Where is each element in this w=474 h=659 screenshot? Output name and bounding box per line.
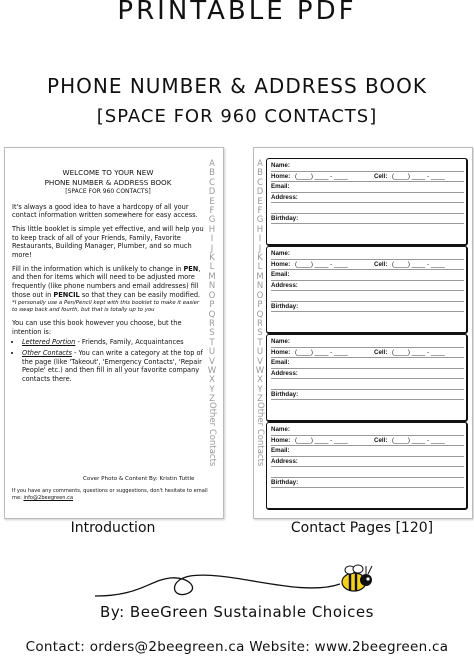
letter-tab: D [208,187,216,198]
name-label: Name: [271,250,290,257]
name-label: Name: [271,426,290,433]
letter-tab: U [256,347,264,358]
letter-tab: G [208,215,216,226]
letter-tab: Y [257,384,263,395]
list-item [22,349,204,384]
address-row[interactable] [271,193,464,204]
intro-paragraph: It's always a good idea to have a hardcopy of all your contact information written somewhere for easy access. [12,202,198,220]
cell-format: (____) ____ - ____ [392,436,445,444]
pen-emphasis: PEN [183,264,199,273]
address-row[interactable] [271,457,464,468]
letter-tab: H [256,224,264,235]
birthday-row[interactable] [271,478,464,489]
letter-tab: I [258,234,262,245]
email-link[interactable]: info@2beegreen.ca [23,494,74,501]
letter-tab: F [209,206,215,217]
email-row[interactable] [271,358,464,369]
letter-tab: H [208,224,216,235]
page-title: PRINTABLE PDF [117,0,357,26]
letter-tab: N [208,281,216,292]
footer-text: If you have any comments, questions or suggestions, don't hesitate to email me: [12,488,208,501]
letter-tab: S [209,328,215,339]
address-label: Address: [271,369,298,377]
photo-credit: Cover Photo & Content By: Kristin Tuttle [83,476,195,482]
name-label: Name: [271,162,290,169]
birthday-row[interactable] [271,390,464,401]
home-format: (____) ____ - ____ [295,348,348,356]
letter-tab: D [256,187,264,198]
bullet-title: Lettered Portion [22,338,76,347]
letter-tab: L [257,262,263,273]
address-row[interactable] [271,369,464,380]
alphabet-index [254,160,266,405]
letter-tab: G [256,215,264,226]
address-label: Address: [271,193,298,201]
introduction-page-preview [4,147,224,519]
letter-tab: B [209,168,215,179]
letter-tab: A [209,159,215,169]
letter-tab: Q [208,309,216,320]
cell-format: (____) ____ - ____ [392,260,445,268]
bee-icon [342,565,372,591]
address-line-2[interactable] [271,203,464,214]
letter-tab: E [257,196,263,207]
letter-tab: V [209,356,215,367]
email-label: Email: [271,183,290,190]
letter-tab: J [210,243,214,254]
cell-format: (____) ____ - ____ [392,348,445,356]
phone-row[interactable] [271,348,464,359]
contact-entry [266,246,468,334]
letter-tab: Z [209,394,215,405]
contact-entry [266,158,468,246]
intro-footer [12,488,212,501]
letter-tab: A [257,159,263,169]
phone-row[interactable] [271,436,464,447]
alphabet-index [206,160,218,405]
letter-tab: B [257,168,263,179]
text-run: so that they can be easily modified. [79,290,201,299]
letter-tab: O [256,290,264,301]
home-format: (____) ____ - ____ [295,172,348,180]
letter-tab: V [257,356,263,367]
intro-heading-line: WELCOME TO YOUR NEW [62,168,154,177]
intro-heading-line: PHONE NUMBER & ADDRESS BOOK [44,178,172,188]
address-label: Address: [271,281,298,289]
contact-entry [266,334,468,422]
bullet-text: - Friends, Family, Acquaintances [75,338,184,347]
phone-row[interactable] [271,172,464,183]
book-title: PHONE NUMBER & ADDRESS BOOK [47,74,427,98]
email-label: Email: [271,271,290,278]
intro-heading [12,168,204,197]
bee-swirl-illustration [0,560,474,608]
email-row[interactable] [271,270,464,281]
cell-label: Cell: [374,436,388,444]
letter-tab: T [257,337,263,348]
letter-tab: X [209,375,215,386]
email-row[interactable] [271,446,464,457]
letter-tab: W [207,365,217,376]
letter-tab: P [257,300,263,311]
birthday-label: Birthday: [271,302,299,310]
birthday-label: Birthday: [271,214,299,222]
letter-tab: I [210,234,214,245]
name-row[interactable] [271,161,464,172]
other-contacts-tab: Other Contacts [255,402,265,467]
contact-entry [266,422,468,510]
intention-list [12,338,204,384]
letter-tab: M [256,271,264,282]
home-label: Home: [271,348,291,356]
email-row[interactable] [271,182,464,193]
intro-paragraph [12,265,204,300]
address-line-2[interactable] [271,379,464,390]
letter-tab: C [257,177,263,188]
bullet-title: Other Contacts [22,348,72,357]
email-label: Email: [271,447,290,454]
birthday-row[interactable] [271,214,464,225]
letter-tab: F [257,206,263,217]
text-run: , and then for items which will need to be adjusted more frequently (like phone numbers and email addresses) fill those out in [12,264,201,299]
capacity-note: [SPACE FOR 960 CONTACTS] [96,106,378,127]
name-row[interactable] [271,337,464,348]
cell-label: Cell: [374,348,388,356]
pencil-emphasis: PENCIL [53,290,80,299]
list-item [22,338,204,347]
letter-tab: N [256,281,264,292]
intro-paragraph: This little booklet is simple yet effective, and will help you to keep track of all of your Friends, Family, Favorite Restaurants, Building Manager, Plumber, and so much more! [12,224,204,260]
letter-tab: E [209,196,215,207]
home-format: (____) ____ - ____ [295,436,348,444]
letter-tab: J [258,243,262,254]
other-contacts-tab: Other Contacts [207,402,217,467]
name-row[interactable] [271,249,464,260]
birthday-row[interactable] [271,302,464,313]
letter-tab: X [257,375,263,386]
contact-info: Contact: orders@2beegreen.ca Website: www.2beegreen.ca [25,639,449,655]
email-label: Email: [271,359,290,366]
letter-tab: S [257,328,263,339]
home-label: Home: [271,172,291,180]
cell-format: (____) ____ - ____ [392,172,445,180]
address-row[interactable] [271,281,464,292]
letter-tab: C [209,177,215,188]
intro-paragraph: You can use this book however you choose, but the intention is: [12,318,182,336]
bullet-text: - You can write a category at the top of the page (like 'Takeout', 'Emergency Contacts', 'Repair People' etc.) and then fill in all your favorite company contacts there. [22,348,203,384]
birthday-label: Birthday: [271,478,299,486]
letter-tab: R [257,318,263,329]
letter-tab: T [209,337,215,348]
intro-note: *I personally use a Pen/Pencil kept with this booklet to make it easier to swap back and fourth, but that is totally up to you [12,299,200,313]
contact-pages-label: Contact Pages [120] [290,520,434,536]
text-run: Fill in the information which is unlikely to change in [12,264,184,273]
address-label: Address: [271,457,298,465]
name-label: Name: [271,338,290,345]
home-format: (____) ____ - ____ [295,260,348,268]
birthday-label: Birthday: [271,390,299,398]
letter-tab: O [208,290,216,301]
introduction-label: Introduction [70,520,156,536]
letter-tab: U [208,347,216,358]
home-label: Home: [271,260,291,268]
letter-tab: K [257,253,263,264]
cell-label: Cell: [374,260,388,268]
intro-heading-line: [SPACE FOR 960 CONTACTS] [65,188,151,196]
phone-row[interactable] [271,260,464,271]
address-line-2[interactable] [271,467,464,478]
byline: By: BeeGreen Sustainable Choices [100,603,374,621]
cell-label: Cell: [374,172,388,180]
letter-tab: M [208,271,216,282]
letter-tab: W [255,365,265,376]
letter-tab: R [209,318,215,329]
address-line-2[interactable] [271,291,464,302]
letter-tab: Q [256,309,264,320]
name-row[interactable] [271,425,464,436]
home-label: Home: [271,436,291,444]
letter-tab: Y [209,384,215,395]
letter-tab: L [209,262,215,273]
letter-tab: P [209,300,215,311]
letter-tab: Z [257,394,263,405]
letter-tab: K [209,253,215,264]
